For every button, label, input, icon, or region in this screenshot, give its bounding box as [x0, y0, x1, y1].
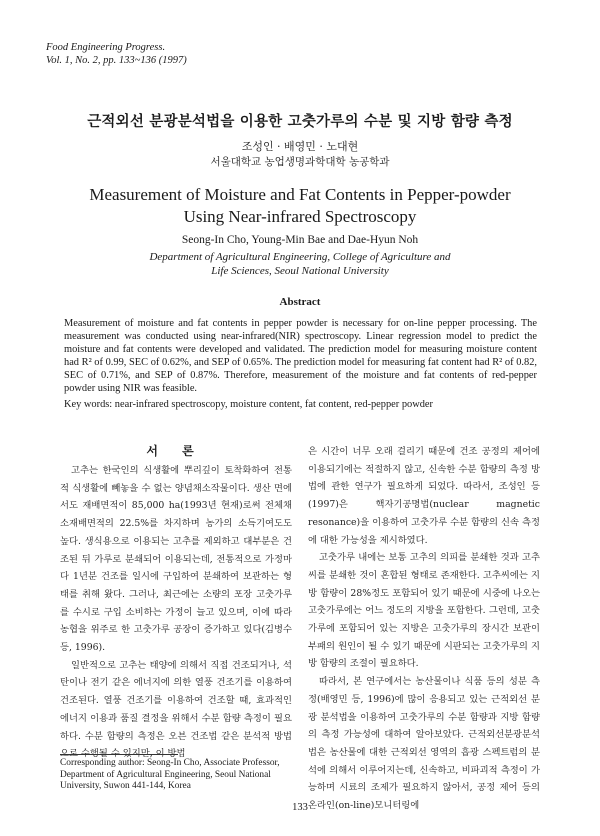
journal-name: Food Engineering Progress.: [46, 42, 166, 53]
body-paragraph: 고추는 한국인의 식생활에 뿌리깊이 토착화하여 전통적 식생활에 빼놓을 수 없는 양념채소작물이다. 생산 면에서도 재배면적이 85,000 ha(1993년 현재)로써 전체채소재배면적의 22.5%를 차지하며 농가의 소득기여도도 높다. 생식용으로 이용되는 고추를 제외하고 대부분은 건조된 뒤 가루로 분쇄되어 이용되는데, 전통적으로 가정마다 1년분 건조를 일시에 구입하여 분쇄하여 보관하는 형태를 취해 왔다. 그러나, 최근에는 소량의 포장 고춧가루를 수시로 구입 소비하는 가정이 늘고 있으며, 이에 따라 농협을 위주로 한 고춧가루 공장이 증가하고 있다(김병수 등, 1996).: [60, 465, 292, 654]
journal-volume: Vol. 1, No. 2, pp. 133~136 (1997): [46, 54, 187, 66]
page-number: 133: [292, 802, 308, 813]
english-authors: Seong-In Cho, Young-Min Bae and Dae-Hyun Noh: [181, 234, 419, 246]
english-affiliation: [0, 250, 600, 278]
body-paragraph: 일반적으로 고추는 태양에 의해서 직접 건조되거나, 석탄이나 전기 같은 에너지에 의한 열풍 건조기를 이용하여 건조된다. 열풍 건조기를 이용하여 건조할 때, 효과적인 에너지 이용과 품질 결정을 위해서 수분 함량 측정이 필요하다. 수분 함량의 측정은 오븐 건조법 같은 분석적 방법으로 수행될 수 있지만, 이 방법: [60, 659, 292, 760]
keywords: Key words: near-infrared spectroscopy, moisture content, fat content, red-pepper powder: [64, 399, 433, 410]
section-heading-introduction: 서 론: [146, 444, 204, 458]
korean-affiliation: 서울대학교 농업생명과학대학 농공학과: [210, 156, 390, 168]
abstract-text: Measurement of moisture and fat contents in pepper powder is necessary for on-line pepper processing. The measurement was conducted using near-infrared(NIR) spectroscopy. Linear regression model to predict the moisture and fat contents were developed and validated. The prediction model for measuring moisture content had R² of 0.99, SEC of 0.62%, and SEP of 0.65%. The prediction model for measuring fat content had R² of 0.82, SEC of 0.71%, and SEP of 0.87%. Therefore, measurement of the moisture and fat contents of red-pepper powder using NIR was feasible.: [64, 318, 537, 394]
english-title: [0, 184, 600, 228]
english-title-line-2: Using Near-infrared Spectroscopy: [183, 207, 417, 226]
body-column-right: [308, 443, 540, 815]
english-title-line-1: Measurement of Moisture and Fat Contents in Pepper-powder: [89, 185, 511, 204]
body-paragraph: 은 시간이 너무 오래 걸리기 때문에 건조 공정의 제어에 이용되기에는 적절하지 않고, 신속한 수분 함량의 측정 방법에 관한 연구가 필요하게 되었다. 따라서, 조성인 등(1997)은 핵자기공명법(nuclear magnetic resonance)을 이용하여 고춧가루 수분 함량의 신속 측정에 대한 가능성을 제시하였다.: [308, 446, 540, 546]
english-affiliation-line-1: Department of Agricultural Engineering, College of Agriculture and: [149, 251, 451, 263]
body-column-left: [60, 462, 292, 763]
body-paragraph: 따라서, 본 연구에서는 농산물이나 식품 등의 성분 측정(배영민 등, 1996)에 많이 응용되고 있는 근적외선 분광 분석법을 이용하여 고춧가루의 수분 함량과 지방 함량의 측정 가능성에 대하여 알아보았다. 근적외선분광분석법은 농산물에 대한 근적외선 영역의 흡광 스펙트럼의 분석에 의해서 이루어지는데, 신속하고, 비파괴적 측정이 가능하며 시료의 조제가 필요하지 않아서, 공정 제어 등의 온라인(on-line)모니터링에: [308, 676, 540, 812]
footnote-divider: [60, 754, 178, 755]
journal-header: [46, 42, 187, 67]
korean-title: 근적외선 분광분석법을 이용한 고춧가루의 수분 및 지방 함량 측정: [87, 114, 513, 130]
english-affiliation-line-2: Life Sciences, Seoul National University: [211, 265, 389, 277]
corresponding-author-footnote: Corresponding author: Seong-In Cho, Associate Professor, Department of Agricultural Engineering, Seoul National University, Suwon 441-144, Korea: [60, 758, 280, 791]
body-paragraph: 고춧가루 내에는 보통 고추의 의피를 분쇄한 것과 고추씨를 분쇄한 것이 혼합된 형태로 존재한다. 고추씨에는 지방 함량이 28%정도 포함되어 있기 때문에 시중에 나오는 고춧가루에는 어느 정도의 지방을 포함한다. 그런데, 고춧가루에 포함되어 있는 지방은 고춧가루의 장시간 보관이 부패의 원인이 될 수 있기 때문에 시판되는 고춧가루의 지방 함량의 조절이 필요하다.: [308, 552, 540, 670]
korean-authors: 조성인 · 배영민 · 노대현: [241, 140, 359, 153]
abstract-heading: Abstract: [279, 296, 321, 308]
